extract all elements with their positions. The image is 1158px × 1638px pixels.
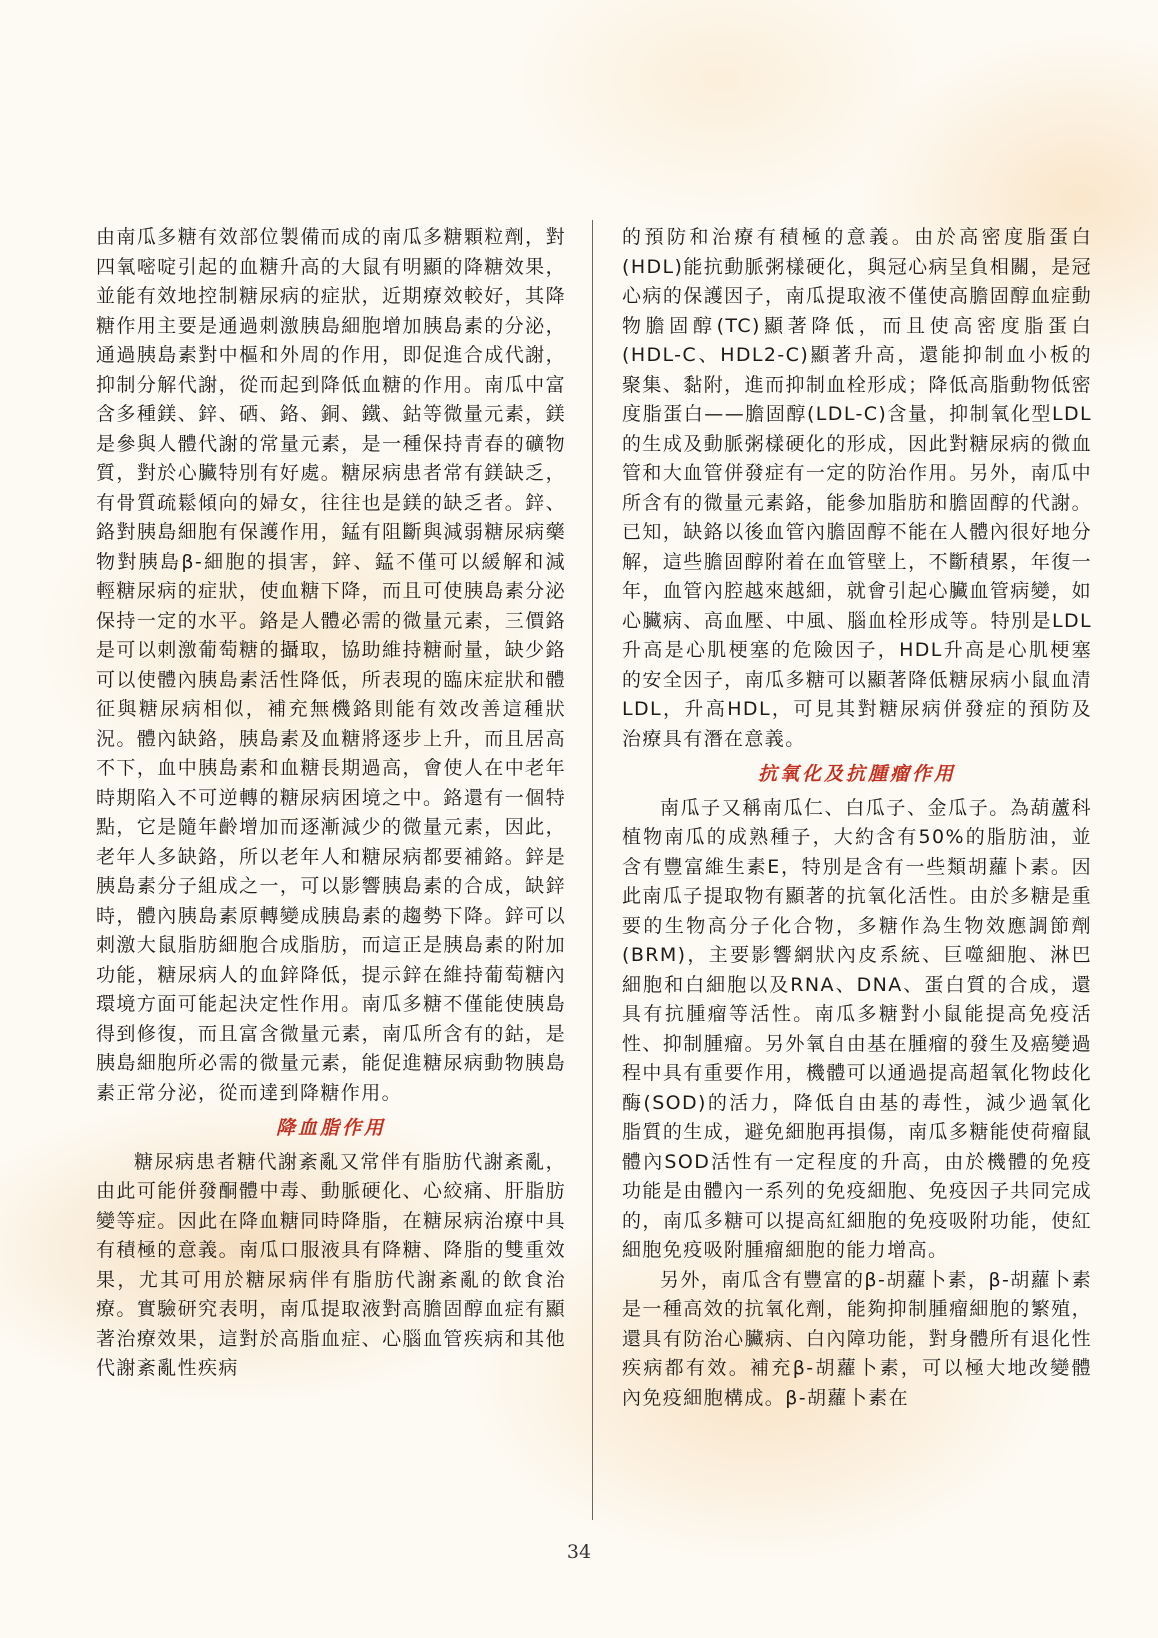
page-number: 34 (566, 1541, 592, 1563)
right-column (622, 223, 1092, 1413)
section-heading-lipid: 降血脂作用 (275, 1117, 386, 1139)
right-paragraph-3: 另外，南瓜含有豐富的β-胡蘿卜素，β-胡蘿卜素是一種高效的抗氧化劑，能夠抑制腫瘤細胞的繁殖，還具有防治心臟病、白內障功能，對身體所有退化性疾病都有效。補充β-胡蘿卜素，可以極大地改變體內免疫細胞構成。β-胡蘿卜素在 (622, 1268, 1092, 1409)
left-column (96, 223, 566, 1384)
section-heading-antioxidant: 抗氧化及抗腫瘤作用 (757, 763, 956, 785)
left-paragraph-1: 由南瓜多糖有效部位製備而成的南瓜多糖顆粒劑，對四氧嘧啶引起的血糖升高的大鼠有明顯的降糖效果，並能有效地控制糖尿病的症狀，近期療效較好，其降糖作用主要是通過刺激胰島細胞增加胰島素的分泌，通過胰島素對中樞和外周的作用，即促進合成代謝，抑制分解代謝，從而起到降低血糖的作用。南瓜中富含多種鎂、鋅、硒、鉻、銅、鐵、鈷等微量元素，鎂是參與人體代謝的常量元素，是一種保持青春的礦物質，對於心臟特別有好處。糖尿病患者常有鎂缺乏，有骨質疏鬆傾向的婦女，往往也是鎂的缺乏者。鋅、鉻對胰島細胞有保護作用，錳有阻斷與減弱糖尿病藥物對胰島β-細胞的損害，鋅、錳不僅可以緩解和減輕糖尿病的症狀，使血糖下降，而且可使胰島素分泌保持一定的水平。鉻是人體必需的微量元素，三價鉻是可以刺激葡萄糖的攝取，協助維持糖耐量，缺少鉻可以使體內胰島素活性降低，所表現的臨床症狀和體征與糖尿病相似，補充無機鉻則能有效改善這種狀況。體內缺鉻，胰島素及血糖將逐步上升，而且居高不下，血中胰島素和血糖長期過高，會使人在中老年時期陷入不可逆轉的糖尿病困境之中。鉻還有一個特點，它是隨年齡增加而逐漸減少的微量元素，因此，老年人多缺鉻，所以老年人和糖尿病都要補鉻。鋅是胰島素分子組成之一，可以影響胰島素的合成，缺鋅時，體內胰島素原轉變成胰島素的趨勢下降。鋅可以刺激大鼠脂肪細胞合成脂肪，而這正是胰島素的附加功能，糖尿病人的血鋅降低，提示鋅在維持葡萄糖內環境方面可能起決定性作用。南瓜多糖不僅能使胰島得到修復，而且富含微量元素，南瓜所含有的鈷，是胰島細胞所必需的微量元素，能促進糖尿病動物胰島素正常分泌，從而達到降糖作用。 (96, 226, 566, 1104)
column-divider (592, 220, 593, 1520)
right-paragraph-1: 的預防和治療有積極的意義。由於高密度脂蛋白(HDL)能抗動脈粥樣硬化，與冠心病呈負相關，是冠心病的保護因子，南瓜提取液不僅使高膽固醇血症動物膽固醇(TC)顯著降低，而且使高密度脂蛋白(HDL-C、HDL2-C)顯著升高，還能抑制血小板的聚集、黏附，進而抑制血栓形成；降低高脂動物低密度脂蛋白——膽固醇(LDL-C)含量，抑制氧化型LDL的生成及動脈粥樣硬化的形成，因此對糖尿病的微血管和大血管併發症有一定的防治作用。另外，南瓜中所含有的微量元素鉻，能參加脂肪和膽固醇的代謝。已知，缺鉻以後血管內膽固醇不能在人體內很好地分解，這些膽固醇附着在血管壁上，不斷積累，年復一年，血管內腔越來越細，就會引起心臟血管病變，如心臟病、高血壓、中風、腦血栓形成等。特別是LDL升高是心肌梗塞的危險因子，HDL升高是心肌梗塞的安全因子，南瓜多糖可以顯著降低糖尿病小鼠血清LDL，升高HDL，可見其對糖尿病併發症的預防及治療具有潛在意義。 (622, 226, 1092, 750)
right-paragraph-2: 南瓜子又稱南瓜仁、白瓜子、金瓜子。為葫蘆科植物南瓜的成熟種子，大約含有50%的脂肪油，並含有豐富維生素E，特別是含有一些類胡蘿卜素。因此南瓜子提取物有顯著的抗氧化活性。由於多糖是重要的生物高分子化合物，多糖作為生物效應調節劑(BRM)，主要影響網狀內皮系統、巨噬細胞、淋巴細胞和白細胞以及RNA、DNA、蛋白質的合成，還具有抗腫瘤等活性。南瓜多糖對小鼠能提高免疫活性、抑制腫瘤。另外氧自由基在腫瘤的發生及癌變過程中具有重要作用，機體可以通過提高超氧化物歧化酶(SOD)的活力，降低自由基的毒性，減少過氧化脂質的生成，避免細胞再損傷，南瓜多糖能使荷瘤鼠體內SOD活性有一定程度的升高，由於機體的免疫功能是由體內一系列的免疫細胞、免疫因子共同完成的，南瓜多糖可以提高紅細胞的免疫吸附功能，使紅細胞免疫吸附腫瘤細胞的能力增高。 (622, 796, 1092, 1261)
left-paragraph-2: 糖尿病患者糖代謝紊亂又常伴有脂肪代謝紊亂，由此可能併發酮體中毒、動脈硬化、心絞痛、肝脂肪變等症。因此在降血糖同時降脂，在糖尿病治療中具有積極的意義。南瓜口服液具有降糖、降脂的雙重效果，尤其可用於糖尿病伴有脂肪代謝紊亂的飲食治療。實驗研究表明，南瓜提取液對高膽固醇血症有顯著治療效果，這對於高脂血症、心腦血管疾病和其他代謝紊亂性疾病 (96, 1150, 566, 1379)
